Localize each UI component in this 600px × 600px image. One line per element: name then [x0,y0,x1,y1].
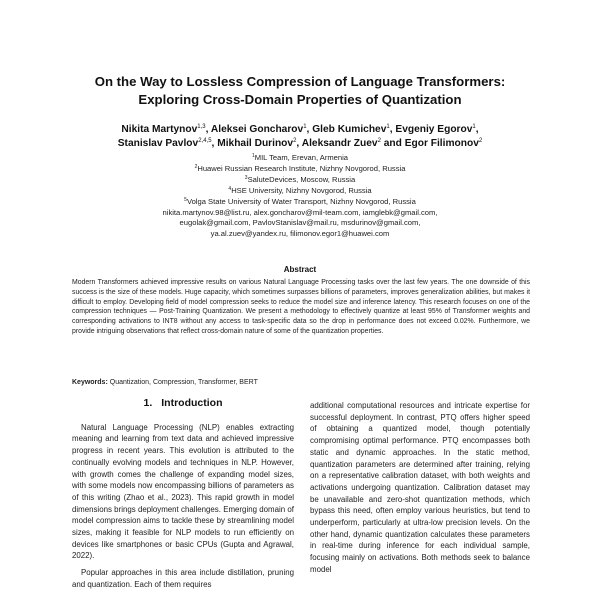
abstract-heading: Abstract [283,265,317,274]
author-line-1 [40,123,560,137]
email-line-3[interactable]: ya.al.zuev@yandex.ru, filimonov.egor1@huawei.com [210,229,390,239]
affil-text: HSE University, Nizhny Novgorod, Russia [231,185,372,195]
author-separator: , [389,124,396,135]
affil-sup: 1 [251,153,255,159]
intro-paragraph-2: Popular approaches in this area include distillation, pruning and quantization. Each of them requires [72,568,294,589]
author-name: Aleksei Goncharov [210,124,304,135]
affil-text: Volga State University of Water Transport, Nizhny Novgorod, Russia [186,196,416,206]
section-title: Introduction [161,397,223,409]
title-line-2: Exploring Cross-Domain Properties of Quantization [138,92,462,107]
author-affil-sup: 2 [478,138,483,144]
left-column [72,396,294,596]
abstract-text: Modern Transformers achieved impressive results on various Natural Language Processing tasks over the last few years. The one downside of this success is the size of these models. Huge capacity, which sometimes surpasses billions of parameters, improves generalization abilities, but makes it difficult to employ. Developing field of model compression seeks to reduce the model size and inference latency. This research focuses on one of the compression techniques — Post-Training Quantization. We present a methodology to effectively quantize at least 95% of Transformer weights and corresponding activations to INT8 without any access to task-specific data so the drop in performance does not exceed 0.02%. Furthermore, we provide intriguing observations that reflect cross-domain nature of some of the quantization properties. [72,279,530,335]
author-affil-sup: 1,3 [197,124,206,130]
affil-sup: 5 [184,196,187,203]
author-name: Egor Filimonov [404,138,479,149]
keywords-text: Quantization, Compression, Transformer, BERT [109,379,258,386]
title-line-1: On the Way to Lossless Compression of Language Transformers: [94,74,506,89]
author-name: Mikhail Durinov [217,138,294,149]
affil-sup: 2 [194,163,198,170]
author-name: Gleb Kumichev [312,124,387,135]
right-paragraph-1: additional computational resources and intricate expertise for successful deployment. In contrast, PTQ offers higher speed of obtaining a quantized model, though potentially compromising optimal performance. PTQ encompasses both static and dynamic approaches. In the static method, quantization parameters are determined after training, relying on a representative calibration dataset, with both weights and activations undergoing quantization. Calibration dataset may be unavailable and zero-shot quantization methods, which bypass this need, often employ various heuristics, but tend to underperform, particularly at ultra-low precision levels. On the other hand, dynamic quantization calculates these parameters in real-time during inference for each individual sample, focusing mainly on activations. Both methods seek to balance model [310,401,530,574]
email-line-1[interactable]: nikita.martynov.98@list.ru, alex.goncharov@mil-team.com, iamglebk@gmail.com, [162,207,438,217]
email-line-2[interactable]: eugolak@gmail.com, PavlovStanislav@mail.ru, msdurinov@gmail.com, [179,218,421,228]
author-separator: , [306,124,313,135]
author-affil-sup: 2 [293,138,297,144]
affiliation-2 [40,164,560,175]
affiliations [40,153,560,240]
author-affil-sup: 1 [472,124,476,130]
keywords [72,379,530,386]
author-affil-sup: 1 [303,124,307,130]
author-name: Nikita Martynov [121,124,198,135]
keywords-label: Keywords: [72,379,108,386]
affil-text: MIL Team, Erevan, Armenia [254,153,349,162]
author-line-2 [40,137,560,151]
author-list [40,123,560,151]
author-name: Stanislav Pavlov [117,138,199,149]
section-number: 1. [143,397,153,409]
author-separator: , [211,138,218,149]
author-affil-sup: 2 [377,138,381,144]
author-affil-sup: 1 [386,124,390,130]
right-column [310,400,530,581]
author-name: Evgeniy Egorov [395,124,473,135]
author-separator: , [205,124,211,135]
intro-paragraph-1: Natural Language Processing (NLP) enables extracting meaning and learning from text data and achieved impressive progress in recent years. This evolution is attributed to the continually evolving models and techniques in NLP. However, with growth comes the challenge of expanding model sizes, with some models now encompassing billions of parameters as of this writing (Zhao et al., 2023). This rapid growth in model dimensions brings deployment challenges. Emerging domain of model compression aims to tackle these by streamlining model sizes, making it feasible for NLP models to run efficiently on devices like smartphones or basic CPUs (Gupta and Agrawal, 2022). [72,422,294,561]
affiliation-3 [40,175,560,186]
author-separator: , [475,124,479,135]
section-heading [72,398,294,410]
paper-title [40,73,560,109]
author-separator: , [296,138,302,149]
affil-text: Huawei Russian Research Institute, Nizhny Novgorod, Russia [197,163,406,173]
affiliation-1 [40,153,560,164]
affil-sup: 3 [244,174,248,181]
affil-text: SaluteDevices, Moscow, Russia [247,174,356,184]
author-name: Aleksandr Zuev [301,138,378,149]
author-separator: and [380,138,405,149]
affil-sup: 4 [228,185,232,192]
affiliation-5 [40,197,560,208]
affiliation-4 [40,186,560,197]
author-affil-sup: 2,4,5 [198,138,212,144]
